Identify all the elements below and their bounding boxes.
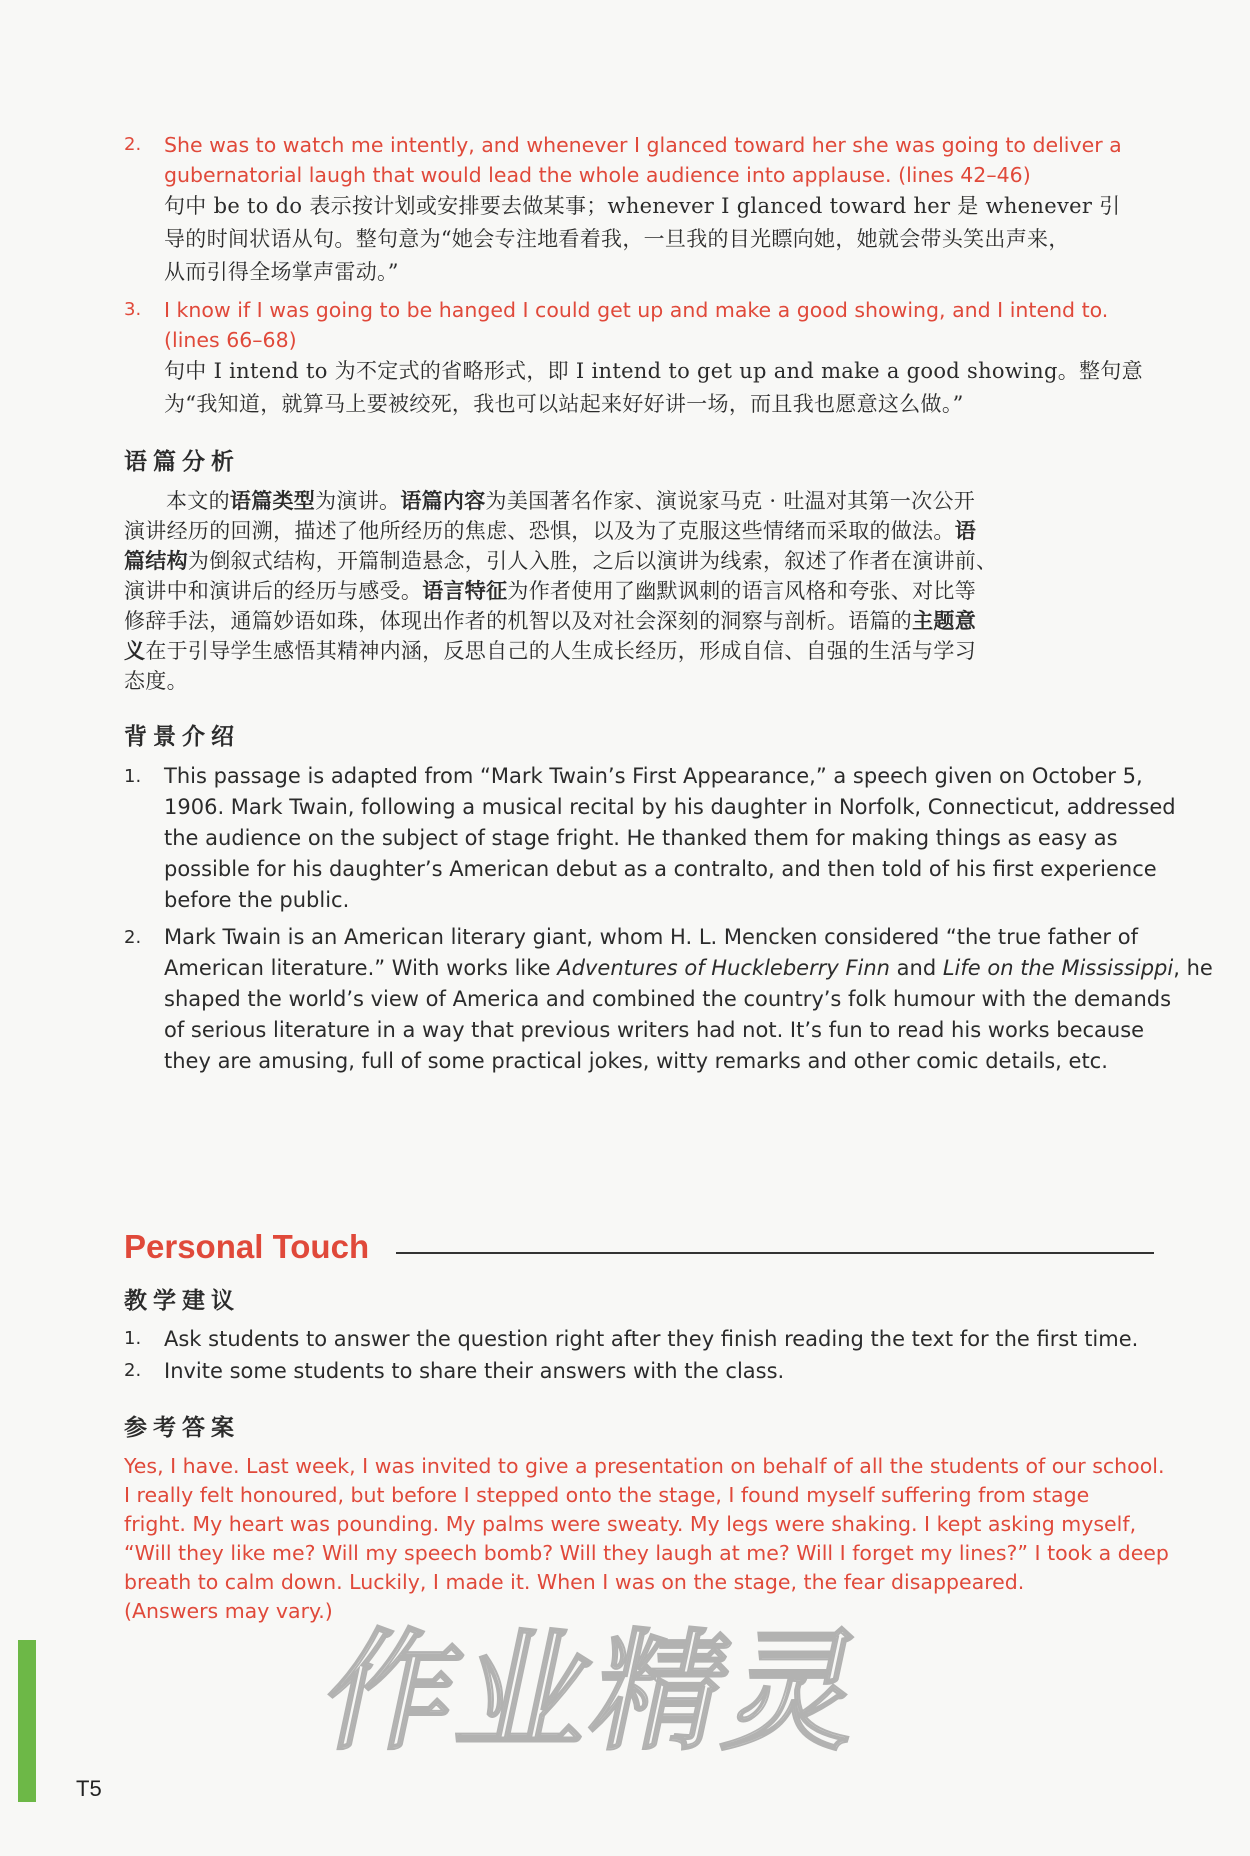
suggestion-item xyxy=(124,1355,1152,1387)
background-line: before the public. xyxy=(164,888,350,912)
background-line: shaped the world’s view of America and combined the country’s folk humour with the demands xyxy=(164,987,1172,1011)
section-heading-background: 背景介绍 xyxy=(124,724,240,750)
answer-line: breath to calm down. Luckily, I made it. When I was on the stage, the fear disappeared. xyxy=(124,1570,1025,1594)
analysis-line: 演讲经历的回溯，描述了他所经历的焦虑、恐惧，以及为了克服这些情绪而采取的做法。语 xyxy=(124,518,977,543)
note-item-2 xyxy=(124,130,1152,289)
background-line: they are amusing, full of some practical jokes, witty remarks and other comic details, etc. xyxy=(164,1049,1108,1073)
example-sentence-line: She was to watch me intently, and whenever I glanced toward her she was going to deliver a xyxy=(164,133,1122,157)
answer-line: fright. My heart was pounding. My palms were sweaty. My legs were shaking. I kept asking myself, xyxy=(124,1512,1137,1536)
background-line: This passage is adapted from “Mark Twain’s First Appearance,” a speech given on October 5, xyxy=(164,764,1143,788)
background-line: possible for his daughter’s American debut as a contralto, and then told of his first experience xyxy=(164,857,1157,881)
note-item-3 xyxy=(124,295,1152,421)
suggestion-item xyxy=(124,1323,1152,1355)
explanation-line: 为“我知道，就算马上要被绞死，我也可以站起来好好讲一场，而且我也愿意这么做。” xyxy=(164,392,964,416)
item-number: 1. xyxy=(124,1328,142,1349)
example-sentence-line: gubernatorial laugh that would lead the whole audience into applause. (lines 42–46) xyxy=(164,163,1031,187)
answer-line: Yes, I have. Last week, I was invited to give a presentation on behalf of all the students of our school. xyxy=(124,1454,1165,1478)
watermark: 作业精灵 xyxy=(311,1616,880,1768)
background-item-2 xyxy=(124,922,1213,1077)
explanation-line: 从而引得全场掌声雷动。” xyxy=(164,260,399,284)
personal-touch-body xyxy=(124,1282,1169,1626)
background-line: Mark Twain is an American literary giant, whom H. L. Mencken considered “the true father of xyxy=(164,925,1138,949)
answer-line: “Will they like me? Will my speech bomb? Will they laugh at me? Will I forget my lines?” I took a deep xyxy=(124,1541,1169,1565)
explanation-line: 句中 I intend to 为不定式的省略形式，即 I intend to get up and make a good showing。整句意 xyxy=(164,359,1143,383)
section-heading-answers: 参考答案 xyxy=(124,1415,240,1441)
personal-touch-header xyxy=(124,1228,1154,1272)
analysis-line: 态度。 xyxy=(124,669,188,693)
content xyxy=(124,130,1213,1077)
background-list xyxy=(124,761,1213,1077)
analysis-line: 义在于引导学生感悟其精神内涵，反思自己的人生成长经历，形成自信、自强的生活与学习 xyxy=(124,638,977,663)
background-line: the audience on the subject of stage fright. He thanked them for making things as easy as xyxy=(164,826,1118,850)
analysis-paragraph xyxy=(124,486,1152,696)
background-line: American literature.” With works like Adventures of Huckleberry Finn and Life on the Mississippi, he xyxy=(164,956,1213,980)
item-number: 2. xyxy=(124,1360,142,1381)
answer-line: I really felt honoured, but before I stepped onto the stage, I found myself suffering from stage xyxy=(124,1483,1090,1507)
explanation-line: 导的时间状语从句。整句意为“她会专注地看着我，一旦我的目光瞟向她，她就会带头笑出声来， xyxy=(164,227,1070,251)
item-number: 1. xyxy=(124,766,142,787)
side-color-bar xyxy=(18,1640,36,1802)
item-number: 2. xyxy=(124,134,142,155)
explanation-line: 句中 be to do 表示按计划或安排要去做某事；whenever I glanced toward her 是 whenever 引 xyxy=(164,194,1121,218)
analysis-line: 本文的语篇类型为演讲。语篇内容为美国著名作家、演说家马克 · 吐温对其第一次公开 xyxy=(166,488,976,513)
background-item-1 xyxy=(124,761,1176,916)
example-sentence-line: I know if I was going to be hanged I could get up and make a good showing, and I intend to. xyxy=(164,298,1109,322)
title-rule xyxy=(396,1252,1154,1254)
suggestion-list xyxy=(124,1323,1152,1387)
answer-line: (Answers may vary.) xyxy=(124,1599,333,1623)
analysis-line: 修辞手法，通篇妙语如珠，体现出作者的机智以及对社会深刻的洞察与剖析。语篇的主题意 xyxy=(124,608,977,633)
page-number: T5 xyxy=(76,1776,102,1801)
suggestion-text: Invite some students to share their answers with the class. xyxy=(164,1359,785,1383)
background-line: of serious literature in a way that previous writers had not. It’s fun to read his works because xyxy=(164,1018,1145,1042)
analysis-line: 演讲中和演讲后的经历与感受。语言特征为作者使用了幽默讽刺的语言风格和夸张、对比等 xyxy=(124,578,977,603)
section-heading-suggestions: 教学建议 xyxy=(124,1288,240,1314)
item-number: 3. xyxy=(124,299,142,320)
personal-touch-title: Personal Touch xyxy=(124,1228,370,1265)
analysis-line: 篇结构为倒叙式结构，开篇制造悬念，引人入胜，之后以演讲为线索，叙述了作者在演讲前、 xyxy=(124,548,998,573)
background-line: 1906. Mark Twain, following a musical recital by his daughter in Norfolk, Connecticut, addressed xyxy=(164,795,1176,819)
item-number: 2. xyxy=(124,927,142,948)
suggestion-text: Ask students to answer the question right after they finish reading the text for the first time. xyxy=(164,1327,1139,1351)
example-sentence-line: (lines 66–68) xyxy=(164,328,297,352)
section-heading-analysis: 语篇分析 xyxy=(124,449,240,475)
